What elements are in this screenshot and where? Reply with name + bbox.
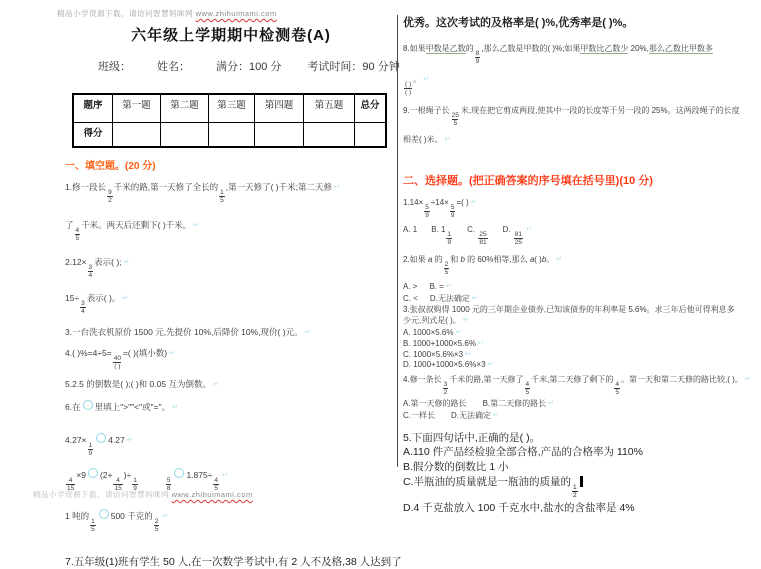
fraction: $\frac{1}{9}$ [447,231,452,246]
choice-2-options-ab: A. > B. = ↵ [403,281,759,292]
fraction: $\frac{2}{5}$ [154,518,159,533]
fraction: $\frac{4}{5}$ [525,381,530,396]
fraction: $\frac{1}{9}$ [88,442,93,457]
comparison-circle-icon [83,400,93,410]
fraction: $\frac{8}{9}$ [475,50,480,65]
score-cell [113,123,161,148]
score-table [72,93,387,148]
footer-note-url: www.zhihuimami.com [171,490,253,499]
column-divider [397,15,398,467]
score-table-header-cell: 第五题 [304,94,355,123]
question-2-line-1: 2.12× $\frac{3}{4}$ 表示( ); ↵ [65,255,397,279]
section-2-title: 二、选择题。(把正确答案的序号填在括号里)(10 分) [403,175,653,187]
choice-3-option-a: A. 1000×5.6% ↵ [403,328,759,338]
fraction: $\frac{40}{( )}$ [113,355,121,370]
question-7: 7.五年级(1)班有学生 50 人,在一次数学考试中,有 2 人不及格,38 人达到了 [65,556,402,568]
footer-note [33,489,253,500]
choice-4-options-ab: A.第一天修的路长 B.第二天修的路长 ↵ [403,398,759,409]
choice-4: 4.修一条长 $\frac{3}{2}$ 千米的路,第一天修了 $\frac{4}{5}$ 千米,第二天修了剩下的 $\frac{4}{5}$ 。第一天和第二天修的路比较,( )。 ↵ [403,373,759,396]
choice-4-options-cd: C.一样长 D.无法确定 ↵ [403,410,759,421]
choice-3-line-1: 3.张叔叔购得 1000 元的三年期企业债券,已知该债券的年利率是 5.6%。求三年后他可得利息多 [403,305,735,314]
fraction: $\frac{5}{9}$ [450,204,455,219]
fraction: $\frac{4}{5}$ [75,227,80,242]
fraction: $\frac{81}{25}$ [514,231,523,246]
score-table-header-row [73,94,386,123]
score-row-label: 得分 [73,123,113,148]
header-note-url: www.zhihuimami.com [195,9,277,18]
exam-info-row [65,58,400,74]
choice-3-option-b: B. 1000+1000×5.6% ↵ [403,339,759,349]
question-6-compare-2: $\frac{4}{15}$ ×9 (2+ $\frac{4}{15}$ )÷ $\frac{1}{9}$ $\frac{5}{8}$ 1.875÷ $\frac{4}{5}$ ↵ [65,468,397,492]
fraction: $\frac{1}{2}$ [573,484,577,499]
question-7-continuation: 优秀。这次考试的及格率是( )%,优秀率是( )%。 [403,17,634,29]
comparison-circle-icon [99,509,109,519]
question-8-line-1: 8.如果甲数是乙数的 $\frac{8}{9}$ ,那么乙数是甲数的( )%;如果甲数比乙数少 20%,那么乙数比甲数多 [403,44,713,65]
grammar-underlined-text: 甲数是乙数 [425,44,466,53]
choice-2: 2.如果 a 的 $\frac{2}{5}$ 和 b 的 60%相等,那么 a( )b。 ↵ [403,253,759,276]
variable-text: a [427,255,433,264]
score-table-header-cell: 第二题 [161,94,209,123]
choice-5-option-a: A.110 件产品经检验全部合格,产品的合格率为 110% [403,446,643,458]
fraction: $\frac{1}{5}$ [91,518,95,533]
fraction: $\frac{3}{4}$ [81,300,85,315]
question-9-line-2: 相差( )米。 ↵ [403,134,759,145]
fraction: $\frac{5}{9}$ [425,204,429,219]
fraction: $\frac{( )}{( )}$ [405,81,412,96]
choice-3-line-2: 少元,列式是( )。 ↵ [403,316,759,326]
fraction: $\frac{3}{2}$ [443,381,448,396]
fraction: $\frac{1}{5}$ [220,189,224,204]
fraction: $\frac{25}{81}$ [479,231,487,246]
question-6-compare-3: 1 吨的 $\frac{1}{5}$ 500 千克的 $\frac{2}{5}$ ↵ [65,509,397,533]
fraction: $\frac{9}{2}$ [108,189,112,204]
score-cell [161,123,209,148]
fraction: $\frac{5}{8}$ [166,477,171,492]
comparison-circle-icon [96,433,106,443]
score-cell [255,123,304,148]
choice-5-option-c: C.半瓶油的质量就是一瓶油的质量的 $\frac{1}{2}$ [403,475,759,499]
score-cell [304,123,355,148]
choice-5: 5.下面四句话中,正确的是( )。 [403,432,541,444]
fraction: $\frac{4}{5}$ [214,477,219,492]
score-table-score-row [73,123,386,148]
question-9-line-1: 9.一根绳子长 $\frac{25}{5}$ 米,现在把它剪成两段,使其中一段的长度等于另一段的 25%。这两段绳子的长度 [403,106,740,127]
footer-note-text: 精品小学资源下载，请访问智慧妈咪网 [33,490,172,499]
name-label: 姓名： [157,61,190,73]
question-8-line-2: $\frac{( )}{( )}$ 。 ↵ [403,71,759,96]
section-1-title: 一、填空题。(20 分) [65,161,156,172]
text-cursor [580,476,583,487]
grammar-underlined-text: 甲数比乙数少 [580,44,629,53]
fraction: $\frac{25}{5}$ [451,112,459,127]
choice-5-option-b: B.假分数的倒数比 1 小 [403,461,509,473]
grammar-underlined-text: 那么乙数比甲数多 [648,44,713,53]
header-note-text: 精品小学资源下载，请访问智慧妈咪网 [57,9,196,18]
class-label: 班级： [98,61,131,73]
question-4: 4.( )%=4÷5= $\frac{40}{( )}$ =( )(填小数) ↵ [65,346,397,370]
question-2-line-2: 15÷ $\frac{3}{4}$ 表示( )。 ↵ [65,291,397,315]
score-table-header-cell: 第三题 [209,94,255,123]
choice-2-options-cd: C. < D.无法确定 ↵ [403,293,759,304]
right-column [403,10,759,515]
question-3: 3.一台洗衣机原价 1500 元,先提价 10%,后降价 10%,现价( )元。 ↵ [65,325,397,340]
question-1-line-2: 了 $\frac{4}{5}$ 千米。两天后还剩下( )千米。 ↵ [65,218,397,242]
header-note [57,8,277,19]
choice-1: 1.14× $\frac{5}{9}$ ÷14× $\frac{5}{9}$ =( ) ↵ [403,196,759,219]
choice-3-option-c: C. 1000×5.6%×3 ↵ [403,350,759,360]
score-table-header-cell: 第四题 [255,94,304,123]
score-table-header-cell: 第一题 [113,94,161,123]
question-6-compare-1: 4.27× $\frac{1}{9}$ 4.27 ↵ [65,433,397,457]
fraction: $\frac{4}{15}$ [67,477,75,492]
fraction: $\frac{2}{5}$ [444,261,449,276]
question-6: 6.在 里填上">""<"或"="。 ↵ [65,400,397,415]
question-1-line-1: 1.修一段长 $\frac{9}{2}$ 千米的路,第一天修了全长的 $\frac{1}{5}$ ,第一天修了( )千米;第二天修 ↵ [65,180,397,204]
score-table-header-cell: 题序 [73,94,113,123]
variable-text: a [529,255,535,264]
left-column [65,24,402,569]
comparison-circle-icon [88,468,98,478]
comparison-circle-icon [174,468,184,478]
fraction: $\frac{3}{4}$ [88,264,93,279]
score-table-header-cell: 总分 [355,94,387,123]
variable-text: b [460,255,465,264]
exam-time-label: 考试时间：90 分钟 [307,61,400,73]
variable-text: b [541,255,547,264]
choice-3-option-d: D. 1000+1000×5.6%×3 ↵ [403,360,759,370]
choice-5-option-d: D.4 千克盐放入 100 千克水中,盐水的含盐率是 4% [403,502,635,514]
page-title: 六年级上学期期中检测卷(A) [131,27,331,44]
fraction: $\frac{1}{9}$ [133,477,137,492]
fraction: $\frac{4}{15}$ [114,477,122,492]
full-score-label: 满分：100 分 [216,61,282,73]
score-cell [209,123,255,148]
question-5: 5.2.5 的倒数是( );( )和 0.05 互为倒数。 ↵ [65,377,397,392]
choice-1-options: A. 1 B. 1 $\frac{1}{9}$ C. $\frac{25}{81}$ D. $\frac{81}{25}$ ↵ [403,222,759,246]
fraction: $\frac{4}{5}$ [615,381,620,396]
score-cell [355,123,387,148]
